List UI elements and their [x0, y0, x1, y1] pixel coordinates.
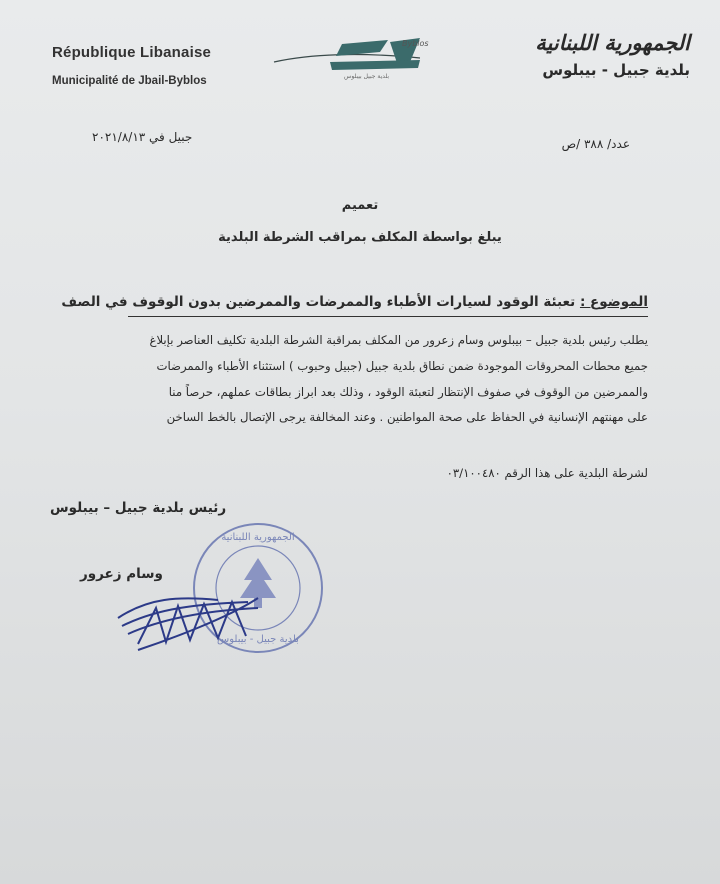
stamp-top-text: الجمهورية اللبنانية — [221, 532, 295, 543]
logo-arabic: جبيل — [380, 80, 390, 86]
document-title: تعميم — [341, 198, 379, 213]
subject-underline — [128, 316, 648, 317]
arabic-header — [535, 30, 690, 79]
signatory-name: وسام زعرور — [80, 566, 163, 582]
body-line: والممرضين من الوقوف في صفوف الإنتظار لتعبئة الوقود ، وذلك بعد ابراز بطاقات عملهم، حرصاً منا — [168, 385, 648, 399]
body-line: يطلب رئيس بلدية جبيل – بيبلوس وسام زعرور من المكلف بمراقبة الشرطة البلدية تكليف العناصر بإبلاغ — [149, 333, 648, 347]
subject-line — [61, 294, 648, 310]
subject-text: تعبئة الوقود لسيارات الأطباء والممرضات والممرضين بدون الوقوف في الصف — [61, 294, 576, 310]
french-header — [52, 44, 211, 87]
french-municipality: Municipalité de Jbail-Byblos — [52, 75, 207, 87]
french-republic: République Libanaise — [52, 44, 212, 61]
body-line: على مهنتهم الإنسانية في الحفاظ على صحة المواطنين . وعند المخالفة يرجى الإتصال بالخط الساخن — [166, 410, 648, 424]
handwritten-signature — [108, 578, 298, 658]
letter-date: جبيل في ٢٠٢١/٨/١٣ — [92, 130, 193, 144]
addressed-to: يبلغ بواسطة المكلف بمراقب الشرطة البلدية — [218, 230, 502, 245]
reference-number: عدد/ ٣٨٨ /ص — [561, 137, 630, 151]
body-line: لشرطة البلدية على هذا الرقم ٠٣/١٠٠٤٨٠ — [446, 466, 648, 480]
byblos-logo — [270, 32, 440, 87]
subject-label: الموضوع : — [579, 294, 648, 310]
logo-text: Byblos — [402, 39, 429, 48]
arabic-municipality: بلدية جبيل - بيبلوس — [542, 61, 690, 79]
arabic-republic: الجمهورية اللبنانية — [535, 30, 690, 55]
signatory-title: رئيس بلدية جبيل – بيبلوس — [50, 500, 227, 516]
stamp-bottom-text: بلدية جبيل - بيبلوس — [217, 634, 299, 645]
logo-tagline: بلدية جبيل بيبلوس — [344, 73, 390, 80]
body-line: جميع محطات المحروقات الموجودة ضمن نطاق بلدية جبيل (جبيل وحبوب ) استثناء الأطباء والممرضات — [156, 359, 648, 373]
